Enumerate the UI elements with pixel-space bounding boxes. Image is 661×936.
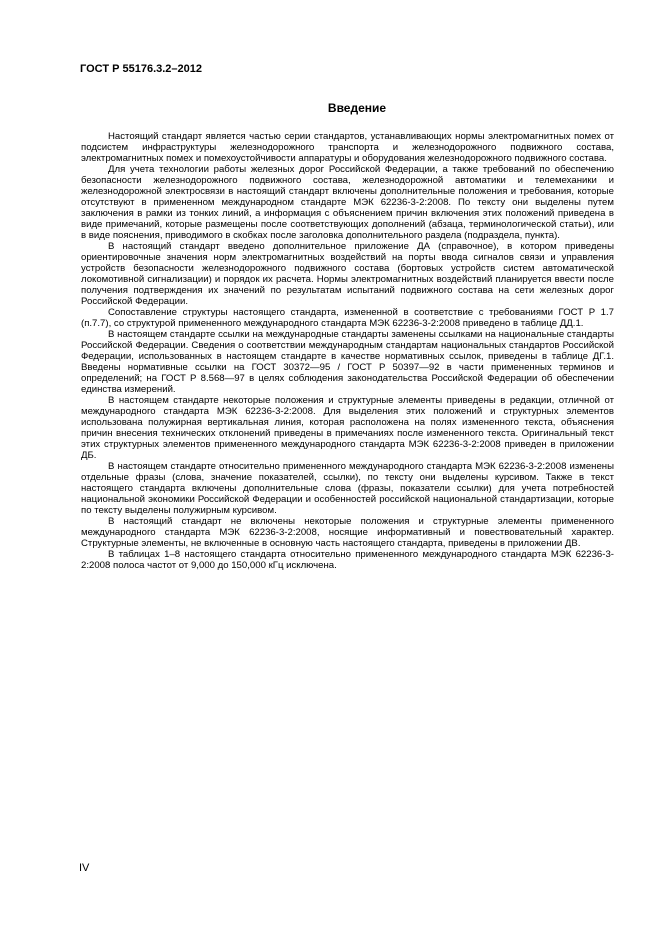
paragraph: В настоящем стандарте некоторые положения и структурные элементы приведены в редакции, отличной от международного стандарта МЭК 62236-3-2:2008. Для выделения этих положений и структурных элементов использована полужирная вертикальная линия, которая расположена на полях измененного текста, объяснения причин внесения технических отклонений приведены в примечаниях после измененного текста. Оригинальный текст этих структурных элементов примененного международного стандарта МЭК 62236-3-2:2008 приведен в приложении ДБ. — [81, 395, 614, 461]
paragraph: Сопоставление структуры настоящего стандарта, измененной в соответствие с требованиями ГОСТ Р 1.7 (п.7.7), со структурой примененного международного стандарта МЭК 62236-3-2:2008 приведено в таблице ДД.1. — [81, 307, 614, 329]
body-text — [81, 132, 614, 573]
paragraph: В таблицах 1–8 настоящего стандарта относительно примененного международного стандарта МЭК 62236-3-2:2008 полоса частот от 9,000 до 150,000 кГц исключена. — [81, 549, 614, 572]
paragraph: Настоящий стандарт является частью серии стандартов, устанавливающих нормы электромагнитных помех от подсистем инфраструктуры железнодорожного транспорта и железнодорожного подвижного состава, электромагнитных помех и помехоустойчивости аппаратуры и оборудования железнодорожного подвижного состава. — [81, 131, 614, 164]
document-code: ГОСТ Р 55176.3.2–2012 — [80, 63, 203, 75]
page-number: IV — [79, 862, 90, 874]
section-title: Введение — [327, 101, 387, 115]
paragraph: В настоящем стандарте относительно примененного международного стандарта МЭК 62236-3-2:2008 изменены отдельные фразы (слова, значение показателей, ссылки), по тексту они выделены курсивом. Также в текст настоящего стандарта включены дополнительные слова (фразы, показатели ссылки) для учета потребностей национальной экономики Российской Федерации и особенностей российской национальной стандартизации, которые по тексту выделены полужирным курсивом. — [81, 461, 614, 516]
paragraph: В настоящий стандарт введено дополнительное приложение ДА (справочное), в котором приведены ориентировочные значения норм электромагнитных воздействий на порты ввода сигналов связи и управления устройств безопасности железнодорожного подвижного состава (бортовых устройств систем автоматической локомотивной сигнализации) и порядок их расчета. Нормы электромагнитных воздействий планируется ввести после получения подтверждения их значений по результатам испытаний подвижного состава на сети железных дорог Российской Федерации. — [81, 241, 614, 307]
paragraph: В настоящем стандарте ссылки на международные стандарты заменены ссылками на национальные стандарты Российской Федерации. Сведения о соответствии международным стандартам национальных стандартов Российской Федерации, использованных в настоящем стандарте в качестве нормативных ссылок, приведены в таблице ДГ.1. Введены нормативные ссылки на ГОСТ 30372—95 / ГОСТ Р 50397—92 в части примененных терминов и определений; на ГОСТ Р 8.568—97 в целях соблюдения законодательства Российской Федерации об обеспечении единства измерений. — [81, 329, 614, 395]
paragraph: В настоящий стандарт не включены некоторые положения и структурные элементы примененного международного стандарта МЭК 62236-3-2:2008, носящие информативный и повествовательный характер. Структурные элементы, не включенные в основную часть настоящего стандарта, приведены в приложении ДВ. — [81, 516, 614, 550]
paragraph: Для учета технологии работы железных дорог Российской Федерации, а также требований по обеспечению безопасности железнодорожного подвижного состава, железнодорожной автоматики и телемеханики и железнодорожной электросвязи в настоящий стандарт включены дополнительные положения и требования, которые отсутствуют в примененном международном стандарте МЭК 62236-3-2:2008. По тексту они выделены путем заключения в рамки из тонких линий, а информация с объяснением причин включения этих положений приведена в виде примечаний, которые размещены после соответствующих дополнений (абзаца, терминологической статьи), или в виде пояснения, приводимого в скобках после заголовка дополнительного раздела (подраздела, пункта). — [81, 164, 614, 241]
